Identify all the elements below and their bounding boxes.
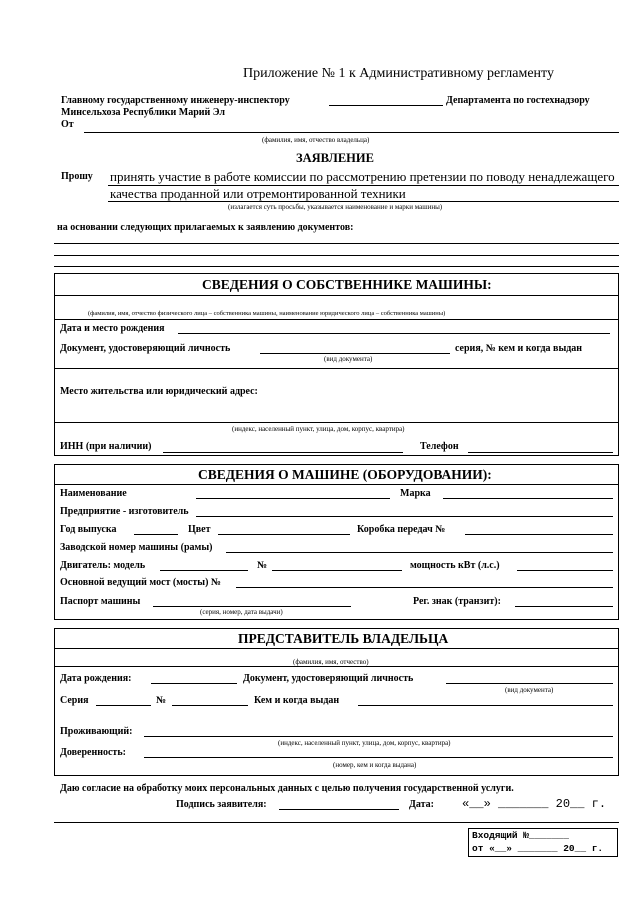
passport-label: Паспорт машины bbox=[60, 596, 141, 607]
owner-name-divider bbox=[54, 319, 619, 320]
signature-label: Подпись заявителя: bbox=[176, 799, 267, 810]
rep-number-sign: № bbox=[156, 695, 167, 706]
engine-model-field[interactable] bbox=[160, 570, 248, 571]
reg-sign-field[interactable] bbox=[515, 606, 613, 607]
owner-title-divider bbox=[54, 295, 619, 296]
power-field[interactable] bbox=[517, 570, 613, 571]
address-caption: (индекс, населенный пункт, улица, дом, корпус, квартира) bbox=[232, 425, 405, 433]
address-label: Место жительства или юридический адрес: bbox=[60, 386, 258, 397]
gearbox-field[interactable] bbox=[465, 534, 613, 535]
rep-poa-field[interactable] bbox=[144, 757, 613, 758]
rep-poa-label: Доверенность: bbox=[60, 747, 126, 758]
machine-name-field[interactable] bbox=[196, 498, 390, 499]
manufacturer-field[interactable] bbox=[196, 516, 613, 517]
signature-field[interactable] bbox=[279, 809, 399, 810]
addressee-line1-left: Главному государственному инженеру-инспектору bbox=[61, 95, 290, 106]
appendix-title: Приложение № 1 к Административному регламенту bbox=[243, 66, 554, 81]
consent-text: Даю согласие на обработку моих персональных данных с целью получения государственной услуги. bbox=[60, 783, 514, 794]
documents-label: на основании следующих прилагаемых к заявлению документов: bbox=[57, 222, 354, 233]
id-doc-label: Документ, удостоверяющий личность bbox=[60, 343, 231, 354]
reg-sign-label: Рег. знак (транзит): bbox=[413, 596, 501, 607]
series-field[interactable] bbox=[54, 368, 619, 369]
brand-label: Марка bbox=[400, 488, 431, 499]
rep-poa-caption: (номер, кем и когда выдана) bbox=[333, 761, 417, 769]
rep-series-label: Серия bbox=[60, 695, 89, 706]
color-label: Цвет bbox=[188, 524, 211, 535]
incoming-number[interactable]: Входящий №_______ bbox=[472, 830, 569, 841]
rep-birth-field[interactable] bbox=[151, 683, 237, 684]
serial-field[interactable] bbox=[226, 552, 613, 553]
gearbox-label: Коробка передач № bbox=[357, 524, 446, 535]
statement-title: ЗАЯВЛЕНИЕ bbox=[296, 151, 374, 165]
rep-residing-label: Проживающий: bbox=[60, 726, 133, 737]
rep-issued-field[interactable] bbox=[358, 705, 613, 706]
date-label: Дата: bbox=[409, 799, 434, 810]
doc-type-caption: (вид документа) bbox=[324, 355, 373, 363]
passport-field[interactable] bbox=[153, 606, 351, 607]
series-label: серия, № кем и когда выдан bbox=[455, 343, 583, 354]
request-line2[interactable] bbox=[108, 201, 619, 202]
addressee-line1-right: Департамента по гостехнадзору bbox=[446, 95, 590, 106]
year-label: Год выпуска bbox=[60, 524, 117, 535]
address-field[interactable] bbox=[54, 422, 619, 423]
from-label: От bbox=[61, 119, 74, 130]
machine-section-title: СВЕДЕНИЯ О МАШИНЕ (ОБОРУДОВАНИИ): bbox=[198, 467, 492, 482]
rep-number-field[interactable] bbox=[172, 705, 248, 706]
inn-field[interactable] bbox=[163, 452, 403, 453]
bottom-rule bbox=[54, 822, 619, 823]
axle-label: Основной ведущий мост (мосты) № bbox=[60, 577, 221, 588]
documents-line1[interactable] bbox=[54, 243, 619, 244]
manufacturer-label: Предприятие - изготовитель bbox=[60, 506, 189, 517]
rep-id-doc-label: Документ, удостоверяющий личность bbox=[243, 673, 414, 684]
owner-name-caption: (фамилия, имя, отчество владельца) bbox=[262, 136, 370, 144]
power-label: мощность кВт (л.с.) bbox=[410, 560, 500, 571]
date-field[interactable]: «__» _______ 20__ г. bbox=[462, 797, 607, 811]
axle-field[interactable] bbox=[236, 587, 613, 588]
rep-residing-field[interactable] bbox=[144, 736, 613, 737]
engine-number-field[interactable] bbox=[272, 570, 402, 571]
representative-title-divider bbox=[54, 648, 619, 649]
rep-id-doc-field[interactable] bbox=[446, 683, 613, 684]
birth-field[interactable] bbox=[178, 333, 610, 334]
documents-line2[interactable] bbox=[54, 255, 619, 256]
inn-label: ИНН (при наличии) bbox=[60, 441, 152, 452]
addressee-line2: Минсельхоза Республики Марий Эл bbox=[61, 107, 226, 118]
brand-field[interactable] bbox=[443, 498, 613, 499]
machine-title-divider bbox=[54, 484, 619, 485]
request-text-line2: качества проданной или отремонтированной техники bbox=[110, 186, 406, 201]
owner-name-line[interactable] bbox=[84, 132, 619, 133]
rep-series-field[interactable] bbox=[96, 705, 151, 706]
serial-label: Заводской номер машины (рамы) bbox=[60, 542, 213, 553]
year-field[interactable] bbox=[134, 534, 178, 535]
representative-name-caption: (фамилия, имя, отчество) bbox=[293, 658, 369, 666]
representative-section-title: ПРЕДСТАВИТЕЛЬ ВЛАДЕЛЬЦА bbox=[238, 631, 449, 646]
birth-label: Дата и место рождения bbox=[60, 323, 165, 334]
phone-label: Телефон bbox=[420, 441, 459, 452]
owner-name-caption2: (фамилия, имя, отчество физического лица – собственника машины, наименование юридического лица – собственника машины) bbox=[88, 310, 446, 317]
id-doc-field[interactable] bbox=[260, 353, 450, 354]
representative-name-divider bbox=[54, 666, 619, 667]
color-field[interactable] bbox=[218, 534, 350, 535]
request-text-line1: принять участие в работе комиссии по рассмотрению претензии по поводу ненадлежащего bbox=[110, 169, 615, 184]
inspector-name-line[interactable] bbox=[329, 105, 443, 106]
engine-number-sign: № bbox=[257, 560, 268, 571]
documents-line3[interactable] bbox=[54, 266, 619, 267]
request-label: Прошу bbox=[61, 171, 93, 182]
phone-field[interactable] bbox=[468, 452, 613, 453]
rep-birth-label: Дата рождения: bbox=[60, 673, 132, 684]
rep-issued-label: Кем и когда выдан bbox=[254, 695, 340, 706]
machine-name-label: Наименование bbox=[60, 488, 127, 499]
request-caption: (излагается суть просьбы, указывается наименование и марки машины) bbox=[228, 203, 443, 211]
engine-label: Двигатель: модель bbox=[60, 560, 146, 571]
incoming-date[interactable]: от «__» _______ 20__ г. bbox=[472, 843, 604, 854]
owner-section-title: СВЕДЕНИЯ О СОБСТВЕННИКЕ МАШИНЫ: bbox=[202, 277, 492, 292]
passport-caption: (серия, номер, дата выдачи) bbox=[200, 608, 283, 616]
rep-doc-type-caption: (вид документа) bbox=[505, 686, 554, 694]
rep-address-caption: (индекс, населенный пункт, улица, дом, корпус, квартира) bbox=[278, 739, 451, 747]
